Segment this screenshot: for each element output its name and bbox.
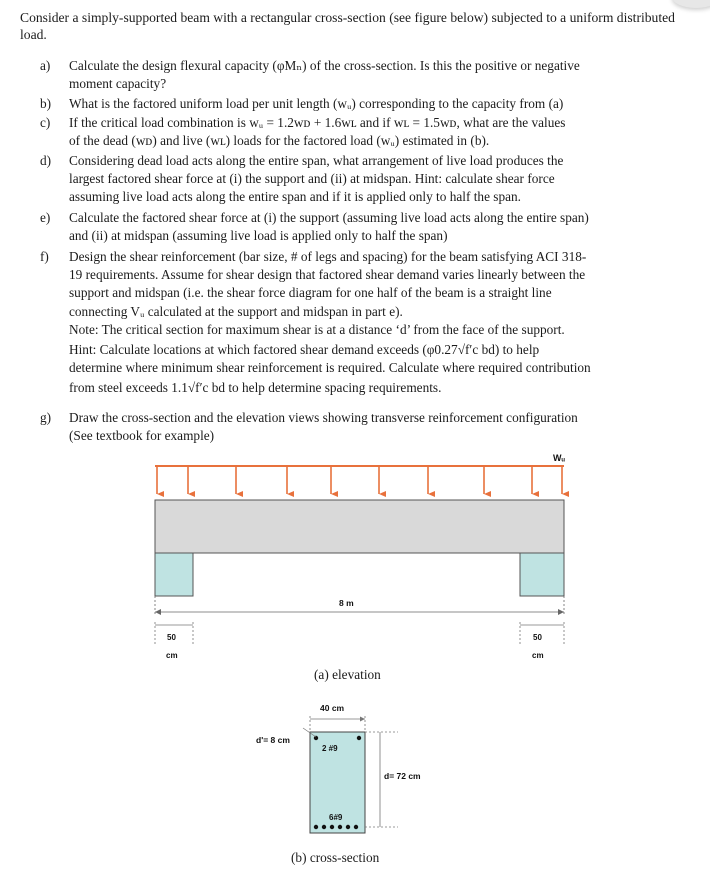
- question-line: If the critical load combination is wᵤ = 1.2wᴅ + 1.6wʟ and if wʟ = 1.5wᴅ, what are the values: [69, 115, 566, 130]
- question-line: 19 requirements. Assume for shear design that factored shear demand varies linearly between the: [69, 267, 586, 283]
- question-line: largest factored shear force at (i) the support and (ii) at midspan. Hint: calculate shear force: [69, 171, 555, 187]
- question-line: Note: The critical section for maximum shear is at a distance ‘d’ from the face of the support.: [69, 321, 565, 337]
- left-support: [155, 553, 193, 596]
- cover-label: d'= 8 cm: [256, 735, 290, 745]
- right-support-unit: cm: [532, 651, 544, 660]
- question-label: f): [40, 249, 49, 264]
- bottom-bars-label: 6#9: [329, 813, 343, 822]
- question-line: assuming live load acts along the entire span and if it is applied only to half the span.: [69, 189, 521, 205]
- question-line: What is the factored uniform load per unit length (wᵤ) corresponding to the capacity from (a): [69, 96, 564, 111]
- question-line: and (ii) at midspan (assuming live load is applied only to half the span): [69, 228, 448, 244]
- width-label: 40 cm: [320, 703, 345, 713]
- load-label: Wᵤ: [553, 453, 565, 463]
- question-label: b): [40, 96, 52, 111]
- width-dimension: [310, 716, 365, 730]
- span-dimension: [155, 596, 564, 616]
- question-label: d): [40, 153, 52, 168]
- distributed-load: [155, 466, 564, 494]
- question-label: e): [40, 210, 51, 225]
- cross-section-caption: (b) cross-section: [291, 850, 380, 865]
- question-line: Hint: Calculate locations at which factored shear demand exceeds (φ0.27√f′c bd) to help: [69, 342, 540, 358]
- top-bar: [357, 736, 361, 740]
- beam-body: [155, 500, 564, 553]
- span-label: 8 m: [339, 598, 354, 608]
- question-label: g): [40, 410, 52, 425]
- right-support-value: 50: [533, 633, 542, 642]
- question-line: Calculate the factored shear force at (i) the support (assuming live load acts along the entire span): [69, 210, 589, 225]
- question-line: support and midspan (i.e. the shear force diagram for one half of the beam is a straight line: [69, 285, 552, 301]
- depth-label: d= 72 cm: [384, 771, 421, 781]
- right-support-dimension: [520, 622, 564, 646]
- question-label: c): [40, 115, 51, 130]
- question-line: moment capacity?: [69, 76, 167, 92]
- left-support-unit: cm: [166, 651, 178, 660]
- top-bar: [314, 736, 318, 740]
- question-line: of the dead (wᴅ) and live (wʟ) loads for the factored load (wᵤ) estimated in (b).: [69, 133, 490, 149]
- question-line: determine where minimum shear reinforcement is required. Calculate where required contribution: [69, 360, 591, 376]
- right-support: [520, 553, 564, 596]
- problem-intro: Consider a simply-supported beam with a rectangular cross-section (see figure below) subjected to a uniform distributed load.: [20, 10, 675, 42]
- left-support-value: 50: [167, 633, 176, 642]
- question-line: connecting Vᵤ calculated at the support and midspan in part e).: [69, 303, 403, 319]
- question-line: from steel exceeds 1.1√f′c bd to help determine spacing requirements.: [69, 380, 442, 396]
- elevation-caption: (a) elevation: [314, 667, 381, 682]
- question-line: Considering dead load acts along the entire span, what arrangement of live load produces the: [69, 153, 564, 168]
- question-line: Calculate the design flexural capacity (φMₙ) of the cross-section. Is this the positive or negative: [69, 58, 580, 73]
- top-bars-label: 2 #9: [322, 744, 338, 753]
- question-line: Design the shear reinforcement (bar size, # of legs and spacing) for the beam satisfying ACI 318-: [69, 249, 587, 264]
- question-line: (See textbook for example): [69, 428, 215, 444]
- question-line: Draw the cross-section and the elevation views showing transverse reinforcement configuration: [69, 410, 578, 425]
- question-label: a): [40, 58, 51, 73]
